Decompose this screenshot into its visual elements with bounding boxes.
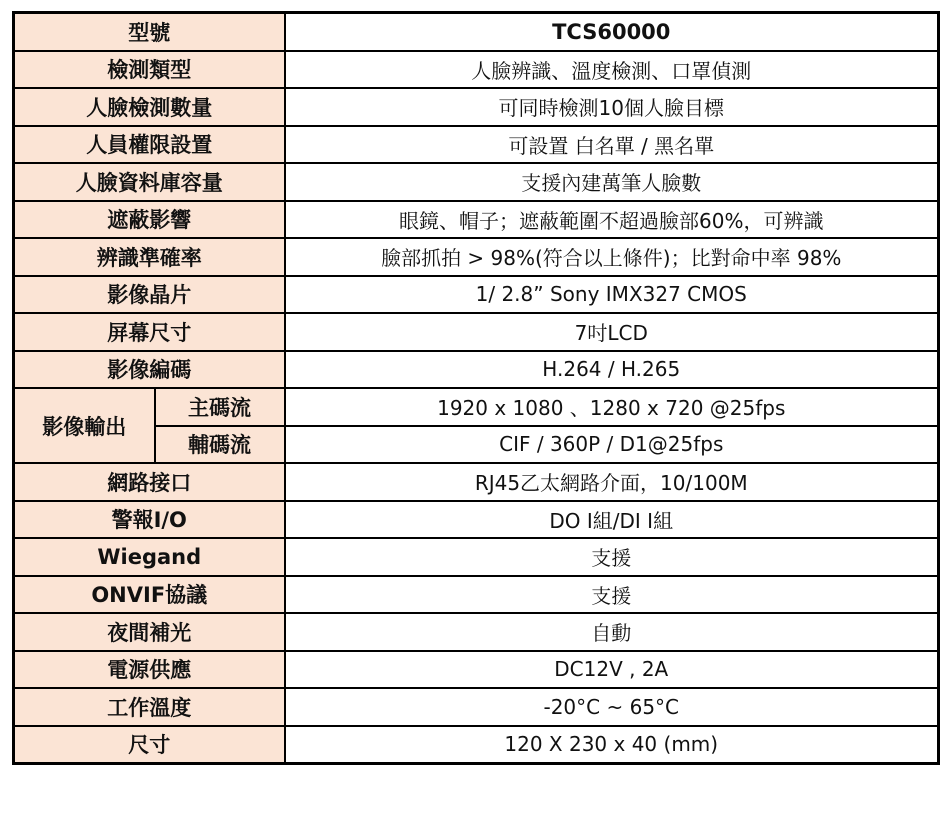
row-label: 警報I/O xyxy=(14,501,285,539)
row-value: 臉部抓拍 > 98%(符合以上條件)；比對命中率 98% xyxy=(285,238,939,276)
row-value: 支援 xyxy=(285,576,939,614)
row-label: 影像晶片 xyxy=(14,276,285,314)
table-row xyxy=(14,501,939,539)
model-value: TCS60000 xyxy=(285,13,939,51)
row-value: 眼鏡、帽子；遮蔽範圍不超過臉部60%，可辨識 xyxy=(285,201,939,239)
table-row xyxy=(14,651,939,689)
table-row xyxy=(14,688,939,726)
table-row xyxy=(14,463,939,501)
row-label: 檢測類型 xyxy=(14,51,285,89)
row-label: 尺寸 xyxy=(14,726,285,764)
row-label: ONVIF協議 xyxy=(14,576,285,614)
table-row xyxy=(14,276,939,314)
table-row xyxy=(14,238,939,276)
table-row xyxy=(14,51,939,89)
row-value: 7吋LCD xyxy=(285,313,939,351)
row-label: 人員權限設置 xyxy=(14,126,285,164)
row-value: 1/ 2.8” Sony IMX327 CMOS xyxy=(285,276,939,314)
table-row xyxy=(14,126,939,164)
row-value: -20°C ~ 65°C xyxy=(285,688,939,726)
table-row xyxy=(14,201,939,239)
row-label: 電源供應 xyxy=(14,651,285,689)
row-label: 夜間補光 xyxy=(14,613,285,651)
model-label: 型號 xyxy=(14,13,285,51)
sub-stream-value: CIF / 360P / D1@25fps xyxy=(285,426,939,464)
table-row xyxy=(14,388,939,426)
table-row xyxy=(14,726,939,764)
row-value: H.264 / H.265 xyxy=(285,351,939,389)
row-label: 人臉資料庫容量 xyxy=(14,163,285,201)
row-label: Wiegand xyxy=(14,538,285,576)
row-value: 120 X 230 x 40 (mm) xyxy=(285,726,939,764)
main-stream-value: 1920 x 1080 、1280 x 720 @25fps xyxy=(285,388,939,426)
row-value: RJ45乙太網路介面，10/100M xyxy=(285,463,939,501)
row-label: 工作溫度 xyxy=(14,688,285,726)
row-label: 網路接口 xyxy=(14,463,285,501)
row-value: 人臉辨識、溫度檢測、口罩偵測 xyxy=(285,51,939,89)
row-value: 可同時檢測10個人臉目標 xyxy=(285,88,939,126)
row-value: DC12V , 2A xyxy=(285,651,939,689)
row-value: 可設置 白名單 / 黑名單 xyxy=(285,126,939,164)
row-value: DO I組/DI I組 xyxy=(285,501,939,539)
row-label: 影像編碼 xyxy=(14,351,285,389)
spec-table xyxy=(12,11,940,765)
row-label: 遮蔽影響 xyxy=(14,201,285,239)
row-label: 屏幕尺寸 xyxy=(14,313,285,351)
table-row xyxy=(14,351,939,389)
row-value: 支援內建萬筆人臉數 xyxy=(285,163,939,201)
table-row xyxy=(14,163,939,201)
row-value: 支援 xyxy=(285,538,939,576)
table-row xyxy=(14,576,939,614)
row-label: 人臉檢測數量 xyxy=(14,88,285,126)
main-stream-label: 主碼流 xyxy=(155,388,285,426)
table-row xyxy=(14,313,939,351)
table-row xyxy=(14,13,939,51)
table-row xyxy=(14,613,939,651)
row-value: 自動 xyxy=(285,613,939,651)
row-label: 辨識準確率 xyxy=(14,238,285,276)
table-row xyxy=(14,88,939,126)
table-row xyxy=(14,538,939,576)
video-output-label: 影像輸出 xyxy=(14,388,155,463)
sub-stream-label: 輔碼流 xyxy=(155,426,285,464)
